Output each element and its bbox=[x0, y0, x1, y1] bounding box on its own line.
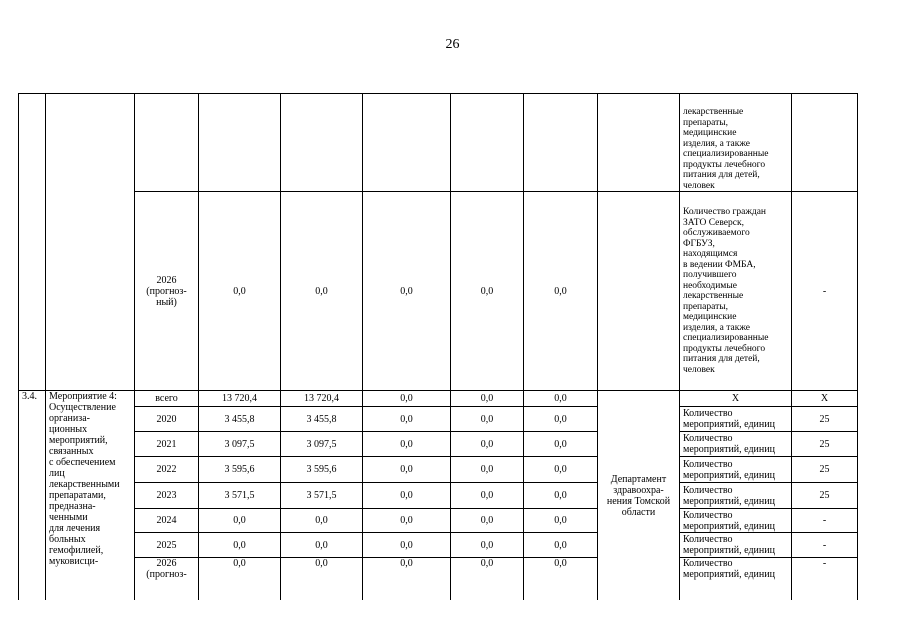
value-cell bbox=[451, 558, 523, 600]
value-cell bbox=[281, 432, 362, 456]
value-cell-text: 0,0 bbox=[554, 413, 567, 425]
indicator-cell-text: Х bbox=[731, 393, 740, 404]
indicator-cell-text: Количество мероприятий, единиц bbox=[683, 534, 775, 556]
value-cell-text: 0,0 bbox=[480, 490, 494, 501]
year-cell bbox=[135, 391, 198, 406]
value-cell-text: 0,0 bbox=[400, 515, 413, 526]
indicator-cell bbox=[680, 509, 791, 532]
value-cell bbox=[199, 558, 280, 600]
value-cell bbox=[199, 457, 280, 482]
year-cell bbox=[135, 533, 198, 557]
value-cell bbox=[281, 509, 362, 532]
value-cell bbox=[199, 533, 280, 557]
target-cell bbox=[792, 407, 857, 431]
item-number bbox=[19, 391, 45, 600]
indicator-cell bbox=[680, 457, 791, 482]
value-cell bbox=[199, 407, 280, 431]
indicator-cell-text: Количество мероприятий, единиц bbox=[683, 458, 775, 481]
year-cell-text: 2022 bbox=[156, 464, 177, 475]
value-cell-text: 0,0 bbox=[400, 285, 413, 297]
value-cell-text: 0,0 bbox=[480, 393, 494, 404]
target-cell bbox=[792, 558, 857, 600]
value-cell bbox=[281, 533, 362, 557]
value-cell-text: 0,0 bbox=[315, 515, 328, 526]
value-cell-text: 0,0 bbox=[554, 285, 567, 297]
executor-cell-text: Департамент здравоохра- нения Томской области bbox=[606, 473, 671, 518]
value-cell bbox=[199, 509, 280, 532]
year-cell-text: 2026 (прогноз- ный) bbox=[146, 274, 187, 308]
target-cell bbox=[792, 533, 857, 557]
value-cell-text: 3 595,6 bbox=[224, 464, 255, 475]
value-cell-text: 3 455,8 bbox=[224, 413, 255, 425]
value-cell bbox=[363, 457, 450, 482]
value-cell-text: 0,0 bbox=[233, 539, 246, 551]
value-cell-text: 0,0 bbox=[233, 558, 246, 569]
value-cell-text: 0,0 bbox=[400, 539, 413, 551]
target-cell-text: 25 bbox=[819, 464, 830, 475]
year-cell-text: 2021 bbox=[156, 438, 177, 450]
value-cell bbox=[524, 558, 597, 600]
target-cell-text: - bbox=[822, 539, 827, 551]
value-cell bbox=[199, 192, 280, 390]
page-number: 26 bbox=[445, 37, 460, 52]
value-cell-text: 0,0 bbox=[400, 438, 413, 450]
year-cell-text: 2025 bbox=[156, 539, 177, 551]
value-cell bbox=[199, 483, 280, 508]
year-cell-text: 2026 (прогноз- bbox=[146, 558, 187, 580]
year-cell bbox=[135, 192, 198, 390]
value-cell bbox=[363, 509, 450, 532]
value-cell bbox=[524, 391, 597, 406]
indicator-cell-text: Количество мероприятий, единиц bbox=[683, 433, 775, 455]
indicator-cell bbox=[680, 483, 791, 508]
value-cell-text: 0,0 bbox=[554, 539, 567, 551]
value-cell bbox=[524, 432, 597, 456]
value-cell-text: 0,0 bbox=[554, 393, 567, 404]
value-cell bbox=[363, 558, 450, 600]
indicator-cell-text: Количество мероприятий, единиц bbox=[683, 558, 775, 580]
value-cell bbox=[524, 483, 597, 508]
value-cell-text: 3 097,5 bbox=[306, 438, 337, 450]
value-cell-text: 0,0 bbox=[400, 558, 413, 569]
value-cell bbox=[451, 483, 523, 508]
value-cell-text: 13 720,4 bbox=[222, 393, 257, 404]
value-cell bbox=[363, 192, 450, 390]
value-cell bbox=[524, 407, 597, 431]
year-cell bbox=[135, 509, 198, 532]
indicator-cell bbox=[680, 94, 791, 191]
value-cell bbox=[363, 432, 450, 456]
target-cell bbox=[792, 192, 857, 390]
target-cell bbox=[792, 483, 857, 508]
value-cell bbox=[451, 457, 523, 482]
indicator-cell-text: Количество мероприятий, единиц bbox=[683, 408, 775, 430]
target-cell bbox=[792, 391, 857, 406]
target-cell-text: - bbox=[822, 558, 827, 569]
value-cell-text: 0,0 bbox=[315, 285, 328, 297]
year-cell bbox=[135, 407, 198, 431]
target-cell-text: 25 bbox=[819, 490, 830, 501]
value-cell-text: 3 455,8 bbox=[306, 413, 337, 425]
value-cell bbox=[281, 391, 362, 406]
value-cell bbox=[199, 432, 280, 456]
value-cell bbox=[281, 483, 362, 508]
value-cell bbox=[451, 192, 523, 390]
year-cell bbox=[135, 457, 198, 482]
value-cell-text: 0,0 bbox=[400, 464, 413, 475]
value-cell-text: 0,0 bbox=[554, 438, 567, 450]
value-cell-text: 0,0 bbox=[233, 285, 246, 297]
value-cell-text: 0,0 bbox=[315, 539, 328, 551]
year-cell-text: всего bbox=[155, 393, 178, 404]
target-cell bbox=[792, 509, 857, 532]
value-cell-text: 3 571,5 bbox=[224, 490, 255, 501]
indicator-cell bbox=[680, 558, 791, 600]
year-cell bbox=[135, 558, 198, 600]
indicator-cell bbox=[680, 407, 791, 431]
indicator-cell bbox=[680, 192, 791, 390]
value-cell bbox=[451, 407, 523, 431]
value-cell-text: 0,0 bbox=[315, 558, 328, 569]
indicator-cell-text: Количество граждан ЗАТО Северск, обслуживаемого ФГБУЗ, находящимся в ведении ФМБА, получившего необходимые лекарственные препараты, медицинские изделия, а также специализированные продукты лечебного питания для детей, человек bbox=[683, 207, 769, 375]
year-cell bbox=[135, 432, 198, 456]
value-cell-text: 3 097,5 bbox=[224, 438, 255, 450]
value-cell bbox=[524, 457, 597, 482]
value-cell bbox=[281, 192, 362, 390]
value-cell-text: 0,0 bbox=[400, 490, 413, 501]
indicator-cell-text: Количество мероприятий, единиц bbox=[683, 509, 775, 532]
value-cell bbox=[363, 533, 450, 557]
value-cell-text: 0,0 bbox=[480, 438, 494, 450]
value-cell bbox=[363, 407, 450, 431]
value-cell bbox=[363, 483, 450, 508]
value-cell bbox=[199, 391, 280, 406]
value-cell bbox=[451, 533, 523, 557]
value-cell-text: 0,0 bbox=[480, 413, 494, 425]
value-cell-text: 0,0 bbox=[480, 539, 494, 551]
value-cell-text: 0,0 bbox=[480, 464, 494, 475]
indicator-cell bbox=[680, 533, 791, 557]
event-name-text: Мероприятие 4: Осуществление организа- ционных мероприятий, связанных с обеспечением лиц лекарственными препаратами, предназна- ченными для лечения больных гемофилией, муковисци- bbox=[49, 391, 120, 567]
value-cell-text: 0,0 bbox=[233, 515, 246, 526]
value-cell bbox=[451, 509, 523, 532]
target-cell bbox=[792, 432, 857, 456]
year-cell bbox=[135, 483, 198, 508]
value-cell bbox=[524, 192, 597, 390]
indicator-cell-text: лекарственные препараты, медицинские изделия, а также специализированные продукты лечебного питания для детей, человек bbox=[683, 107, 769, 191]
value-cell-text: 0,0 bbox=[400, 413, 413, 425]
target-cell-text: - bbox=[822, 515, 827, 526]
value-cell-text: 13 720,4 bbox=[304, 393, 339, 404]
indicator-cell-text: Количество мероприятий, единиц bbox=[683, 484, 775, 507]
value-cell-text: 3 595,6 bbox=[306, 464, 337, 475]
value-cell-text: 0,0 bbox=[554, 464, 567, 475]
value-cell bbox=[451, 432, 523, 456]
item-number-text: 3.4. bbox=[22, 391, 37, 402]
value-cell bbox=[524, 533, 597, 557]
value-cell-text: 0,0 bbox=[554, 490, 567, 501]
year-cell-text: 2023 bbox=[156, 490, 177, 501]
value-cell-text: 0,0 bbox=[480, 285, 494, 297]
value-cell bbox=[451, 391, 523, 406]
target-cell-text: Х bbox=[820, 393, 829, 404]
value-cell-text: 0,0 bbox=[400, 393, 413, 404]
indicator-cell bbox=[680, 432, 791, 456]
target-cell-text: - bbox=[822, 285, 827, 297]
target-cell-text: 25 bbox=[819, 438, 830, 450]
table-right-border bbox=[857, 93, 858, 600]
executor-cell bbox=[598, 391, 679, 600]
value-cell-text: 0,0 bbox=[480, 558, 494, 569]
value-cell-text: 3 571,5 bbox=[306, 490, 337, 501]
target-cell-text: 25 bbox=[819, 413, 830, 425]
event-name bbox=[46, 391, 134, 600]
value-cell bbox=[281, 558, 362, 600]
value-cell bbox=[524, 509, 597, 532]
value-cell bbox=[363, 391, 450, 406]
value-cell bbox=[281, 457, 362, 482]
value-cell-text: 0,0 bbox=[554, 558, 567, 569]
year-cell-text: 2020 bbox=[156, 413, 177, 425]
value-cell bbox=[281, 407, 362, 431]
value-cell-text: 0,0 bbox=[480, 515, 494, 526]
target-cell bbox=[792, 457, 857, 482]
year-cell-text: 2024 bbox=[156, 515, 177, 526]
indicator-cell bbox=[680, 391, 791, 406]
value-cell-text: 0,0 bbox=[554, 515, 567, 526]
